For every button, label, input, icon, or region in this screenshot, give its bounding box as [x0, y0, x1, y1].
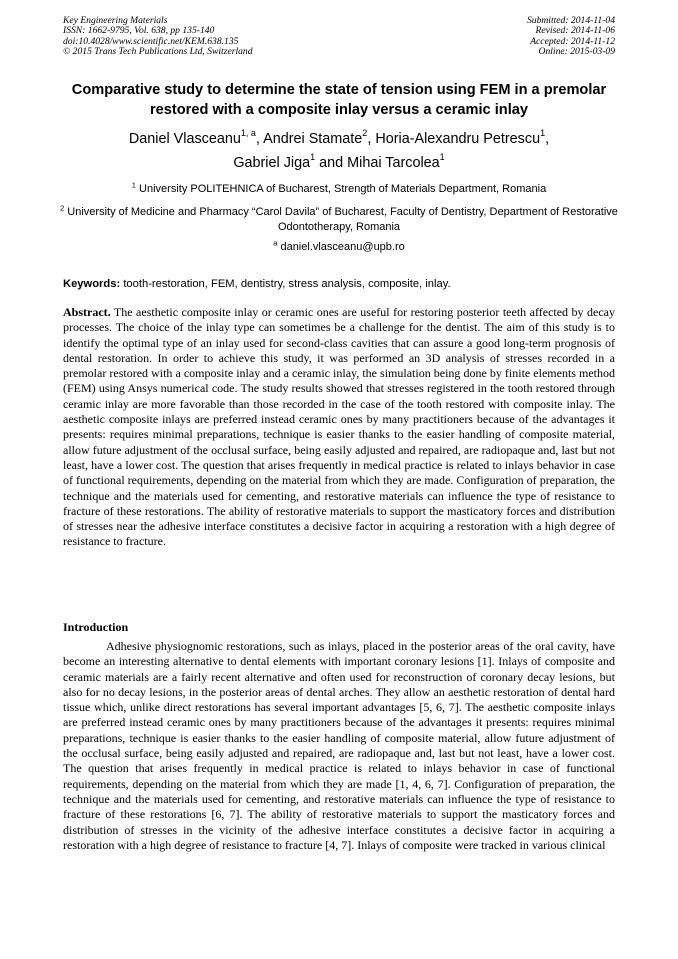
paper-title: Comparative study to determine the state of tension using FEM in a premolar restored with a composite inlay versus a ceramic inlay — [71, 82, 607, 118]
email-address[interactable]: daniel.vlasceanu@upb.ro — [280, 241, 405, 253]
affiliation-text: University of Medicine and Pharmacy “Carol Davila” of Bucharest, Faculty of Dentistry, Department of Restorative Odontotherapy, Romania — [67, 206, 618, 233]
submitted-date: Submitted: 2014-11-04 — [526, 15, 615, 26]
abstract-label: Abstract. — [63, 305, 111, 319]
journal-header-left — [63, 16, 253, 58]
author-name: Daniel Vlasceanu — [128, 131, 241, 147]
doi-line: doi:10.4028/www.scientific.net/KEM.638.135 — [63, 35, 239, 47]
revised-date: Revised: 2014-11-06 — [535, 25, 615, 37]
email-mark: a — [273, 238, 278, 248]
affiliation-text: University POLITEHNICA of Bucharest, Strength of Materials Department, Romania — [139, 183, 547, 195]
author-name: Gabriel Jiga — [233, 155, 311, 171]
introduction-paragraph: Adhesive physiognomic restorations, such as inlays, placed in the posterior areas of the oral cavity, have become an interesting alternative to dental elements with important coronary lesions [1]. Inlays of composite and ceramic materials are a fairly recent alternative and often used for reconstruction of coronary decay lesions, but also for no decay lesions, in the posterior areas of dental arches. They allow an aesthetic restoration of dental hard tissue which, unlike direct restorations has several important advantages [5, 6, 7]. The aesthetic composite inlays are preferred instead ceramic ones by many practitioners because of the advantages it presents: requires minimal preparations, technique is easier thanks to the easier handling of composite material, allow future adjustment of the occlusal surface, being easily adjusted and repaired, are radiopaque and, last but not least, have a lower cost. The question that arises frequently in medical practice is related to inlays behavior in case of functional requirements, depending on the material from which they are made [1, 4, 6, 7]. Configuration of preparation, the technique and the materials used for cementing, and restorative materials can influence the type of resistance to fracture of these restorations [6, 7]. The ability of restorative materials to support the masticatory forces and distribution of stresses in the vicinity of the adhesive interface constitutes a decisive factor in acquiring a restoration with a high degree of resistance to fracture [4, 7]. Inlays of composite were tracked in various clinical — [63, 639, 615, 852]
author-separator: , — [255, 131, 264, 147]
author-affiliation-mark: 1, a — [240, 128, 256, 139]
corresponding-email — [40, 240, 638, 255]
keywords-label: Keywords: — [63, 278, 121, 290]
affiliation-mark: 2 — [60, 203, 65, 213]
journal-header-right — [527, 16, 615, 58]
affiliation-1 — [40, 182, 638, 197]
copyright-line: © 2015 Trans Tech Publications Ltd, Switzerland — [63, 46, 253, 58]
keywords-text: tooth-restoration, FEM, dentistry, stress analysis, composite, inlay. — [123, 278, 451, 290]
author-name: Mihai Tarcolea — [347, 155, 440, 171]
affiliation-mark: 1 — [131, 180, 136, 190]
author-affiliation-mark: 1 — [439, 152, 445, 163]
author-separator: , — [367, 131, 376, 147]
author-list — [40, 127, 638, 175]
abstract-paragraph — [63, 305, 615, 550]
author-affiliation-mark: 2 — [362, 128, 368, 139]
journal-name: Key Engineering Materials — [63, 15, 168, 26]
author-name: Horia-Alexandru Petrescu — [375, 131, 541, 147]
keywords-line — [63, 277, 615, 291]
author-separator: and — [315, 155, 348, 171]
author-separator: , — [545, 131, 550, 147]
section-heading-introduction: Introduction — [63, 620, 129, 634]
author-name: Andrei Stamate — [263, 131, 363, 147]
affiliation-2 — [40, 205, 638, 235]
author-affiliation-mark: 1 — [540, 128, 546, 139]
issn-line: ISSN: 1662-9795, Vol. 638, pp 135-140 — [63, 25, 215, 37]
abstract-text: The aesthetic composite inlay or ceramic ones are useful for restoring posterior teeth affected by decay processes. The choice of the inlay type can sometimes be a challenge for the dentist. The aim of this study is to identify the optimal type of an inlay used for second-class cavities that can assure a good long-term prognosis of dental restoration. In order to achieve this study, it was performed an 3D analysis of stresses recorded in a premolar restored with a composite inlay and a ceramic inlay, the simulation being done by finite elements method (FEM) using Ansys numerical code. The study results showed that stresses registered in the tooth restored through ceramic inlay are more favorable than those recorded in the case of the tooth restored with composite inlay. The aesthetic composite inlays are preferred instead ceramic ones by many practitioners because of the advantages it presents: requires minimal preparations, technique is easier thanks to the easier handling of composite material, allow future adjustment of the occlusal surface, being easily adjusted and repaired, are radiopaque and, last but not least, have a lower cost. The question that arises frequently in medical practice is related to inlays behavior in case of functional requirements, depending on the material from which they are made. Configuration of preparation, the technique and the materials used for cementing, and restorative materials can influence the type of resistance to fracture of these restorations. The ability of restorative materials to support the masticatory forces and distribution of stresses near the adhesive interface constitutes a decisive factor in acquiring a restoration with a high degree of resistance to fracture. — [63, 305, 615, 549]
online-date: Online: 2015-03-09 — [538, 46, 615, 58]
author-affiliation-mark: 1 — [310, 152, 316, 163]
accepted-date: Accepted: 2014-11-12 — [530, 35, 615, 47]
